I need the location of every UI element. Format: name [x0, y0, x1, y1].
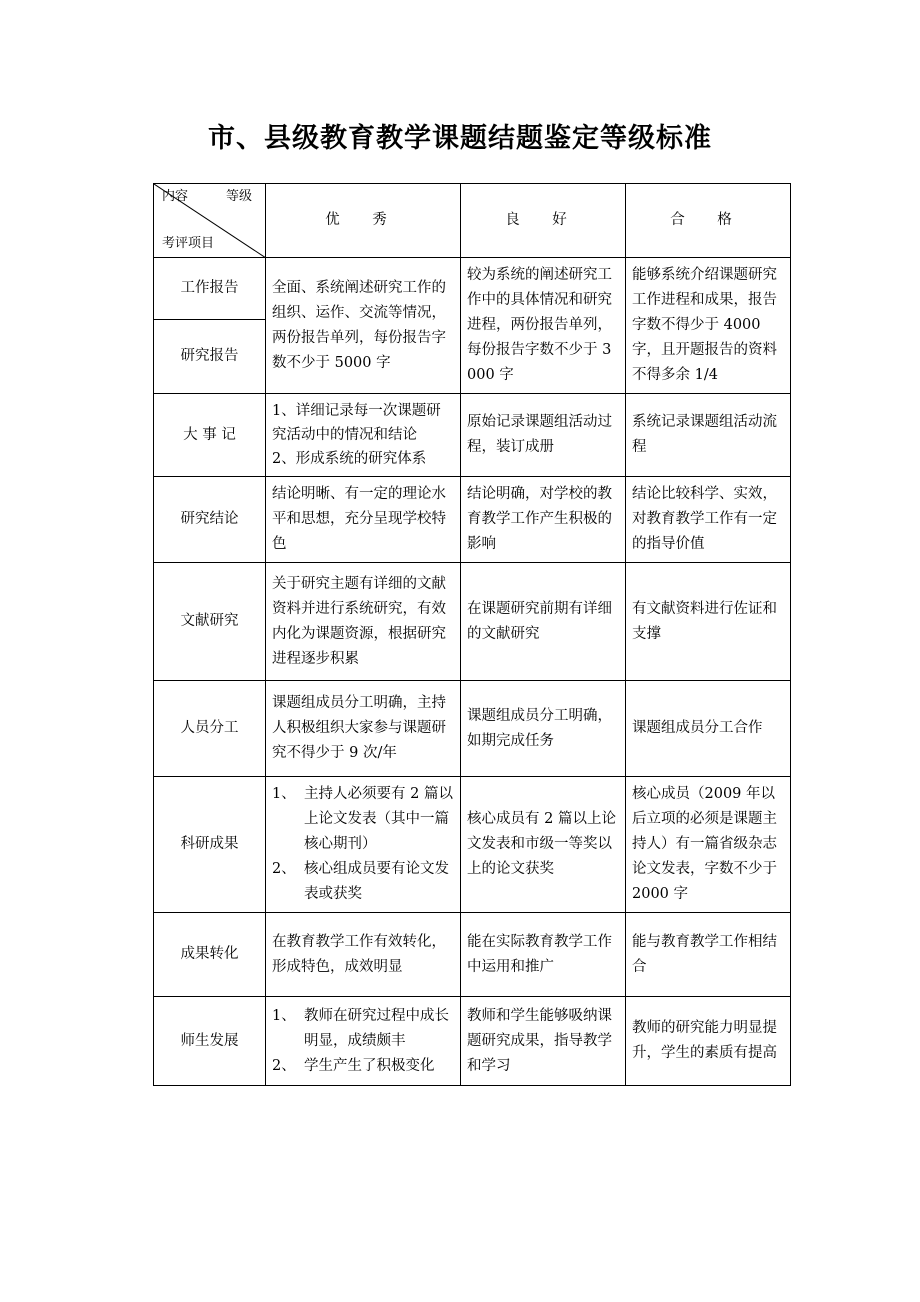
- cell-development-pass: 教师的研究能力明显提升，学生的素质有提高: [626, 997, 791, 1086]
- row-label-literature: 文献研究: [154, 563, 266, 681]
- cell-conclusion-excellent: 结论明晰、有一定的理论水平和思想，充分呈现学校特色: [266, 477, 461, 563]
- table-row: [154, 997, 791, 1086]
- table-row: [154, 477, 791, 563]
- corner-header-cell: [154, 184, 266, 258]
- row-label-staff: 人员分工: [154, 681, 266, 777]
- results-excellent-list: [272, 782, 454, 907]
- row-label-transfer: 成果转化: [154, 913, 266, 997]
- list-item: 2、 学生产生了积极变化: [272, 1057, 435, 1074]
- cell-results-excellent: [266, 777, 461, 913]
- table-row: [154, 777, 791, 913]
- development-excellent-list: [272, 1004, 454, 1079]
- row-label-research-report: 研究报告: [154, 319, 266, 393]
- grading-standards-table: [153, 183, 791, 1086]
- cell-literature-pass: 有文献资料进行佐证和支撑: [626, 563, 791, 681]
- grade-excellent-header: 优 秀: [266, 184, 461, 258]
- cell-literature-good: 在课题研究前期有详细的文献研究: [461, 563, 626, 681]
- row-label-results: 科研成果: [154, 777, 266, 913]
- cell-results-good: 核心成员有 2 篇以上论文发表和市级一等奖以上的论文获奖: [461, 777, 626, 913]
- cell-staff-excellent: 课题组成员分工明确，主持人积极组织大家参与课题研究不得少于 9 次/年: [266, 681, 461, 777]
- cell-transfer-excellent: 在教育教学工作有效转化，形成特色，成效明显: [266, 913, 461, 997]
- events-excellent-item-2: 2、形成系统的研究体系: [272, 451, 427, 467]
- row-label-conclusion: 研究结论: [154, 477, 266, 563]
- table-row: [154, 394, 791, 477]
- corner-content-label: 内容: [162, 189, 189, 204]
- cell-development-good: 教师和学生能够吸纳课题研究成果，指导教学和学习: [461, 997, 626, 1086]
- list-item: 1、 教师在研究过程中成长明显，成绩颇丰: [272, 1007, 449, 1049]
- cell-report-excellent: 全面、系统阐述研究工作的组织、运作、交流等情况，两份报告单列，每份报告字数不少于 5000 字: [266, 258, 461, 394]
- page-title: 市、县级教育教学课题结题鉴定等级标准: [208, 123, 712, 154]
- events-excellent-item-1: 1、详细记录每一次课题研究活动中的情况和结论: [272, 403, 441, 443]
- cell-report-good: 较为系统的阐述研究工作中的具体情况和研究进程，两份报告单列，每份报告字数不少于 3000 字: [461, 258, 626, 394]
- table-row: [154, 563, 791, 681]
- corner-item-label: 考评项目: [162, 236, 215, 251]
- cell-development-excellent: [266, 997, 461, 1086]
- row-label-development: 师生发展: [154, 997, 266, 1086]
- cell-events-good: 原始记录课题组活动过程，装订成册: [461, 394, 626, 477]
- cell-conclusion-good: 结论明确，对学校的教育教学工作产生积极的影响: [461, 477, 626, 563]
- grade-good-header: 良 好: [461, 184, 626, 258]
- header-row: [154, 184, 791, 258]
- cell-transfer-good: 能在实际教育教学工作中运用和推广: [461, 913, 626, 997]
- grade-pass-header: 合 格: [626, 184, 791, 258]
- cell-staff-good: 课题组成员分工明确，如期完成任务: [461, 681, 626, 777]
- cell-report-pass: 能够系统介绍课题研究工作进程和成果，报告字数不得少于 4000 字，且开题报告的资料不得多余 1/4: [626, 258, 791, 394]
- cell-staff-pass: 课题组成员分工合作: [626, 681, 791, 777]
- corner-grade-label: 等级: [226, 189, 253, 204]
- cell-events-excellent: [266, 394, 461, 477]
- row-label-events: 大 事 记: [154, 394, 266, 477]
- cell-events-pass: 系统记录课题组活动流程: [626, 394, 791, 477]
- row-label-work-report: 工作报告: [154, 258, 266, 320]
- cell-conclusion-pass: 结论比较科学、实效，对教育教学工作有一定的指导价值: [626, 477, 791, 563]
- list-item: 2、 核心组成员要有论文发表或获奖: [272, 861, 449, 902]
- table-row: [154, 681, 791, 777]
- cell-literature-excellent: 关于研究主题有详细的文献资料并进行系统研究，有效内化为课题资源，根据研究进程逐步积累: [266, 563, 461, 681]
- table-row: [154, 913, 791, 997]
- cell-transfer-pass: 能与教育教学工作相结合: [626, 913, 791, 997]
- table-row: [154, 258, 791, 320]
- list-item: 1、 主持人必须要有 2 篇以上论文发表（其中一篇核心期刊）: [272, 786, 453, 852]
- cell-results-pass: 核心成员（2009 年以后立项的必须是课题主持人）有一篇省级杂志论文发表，字数不少于 2000 字: [626, 777, 791, 913]
